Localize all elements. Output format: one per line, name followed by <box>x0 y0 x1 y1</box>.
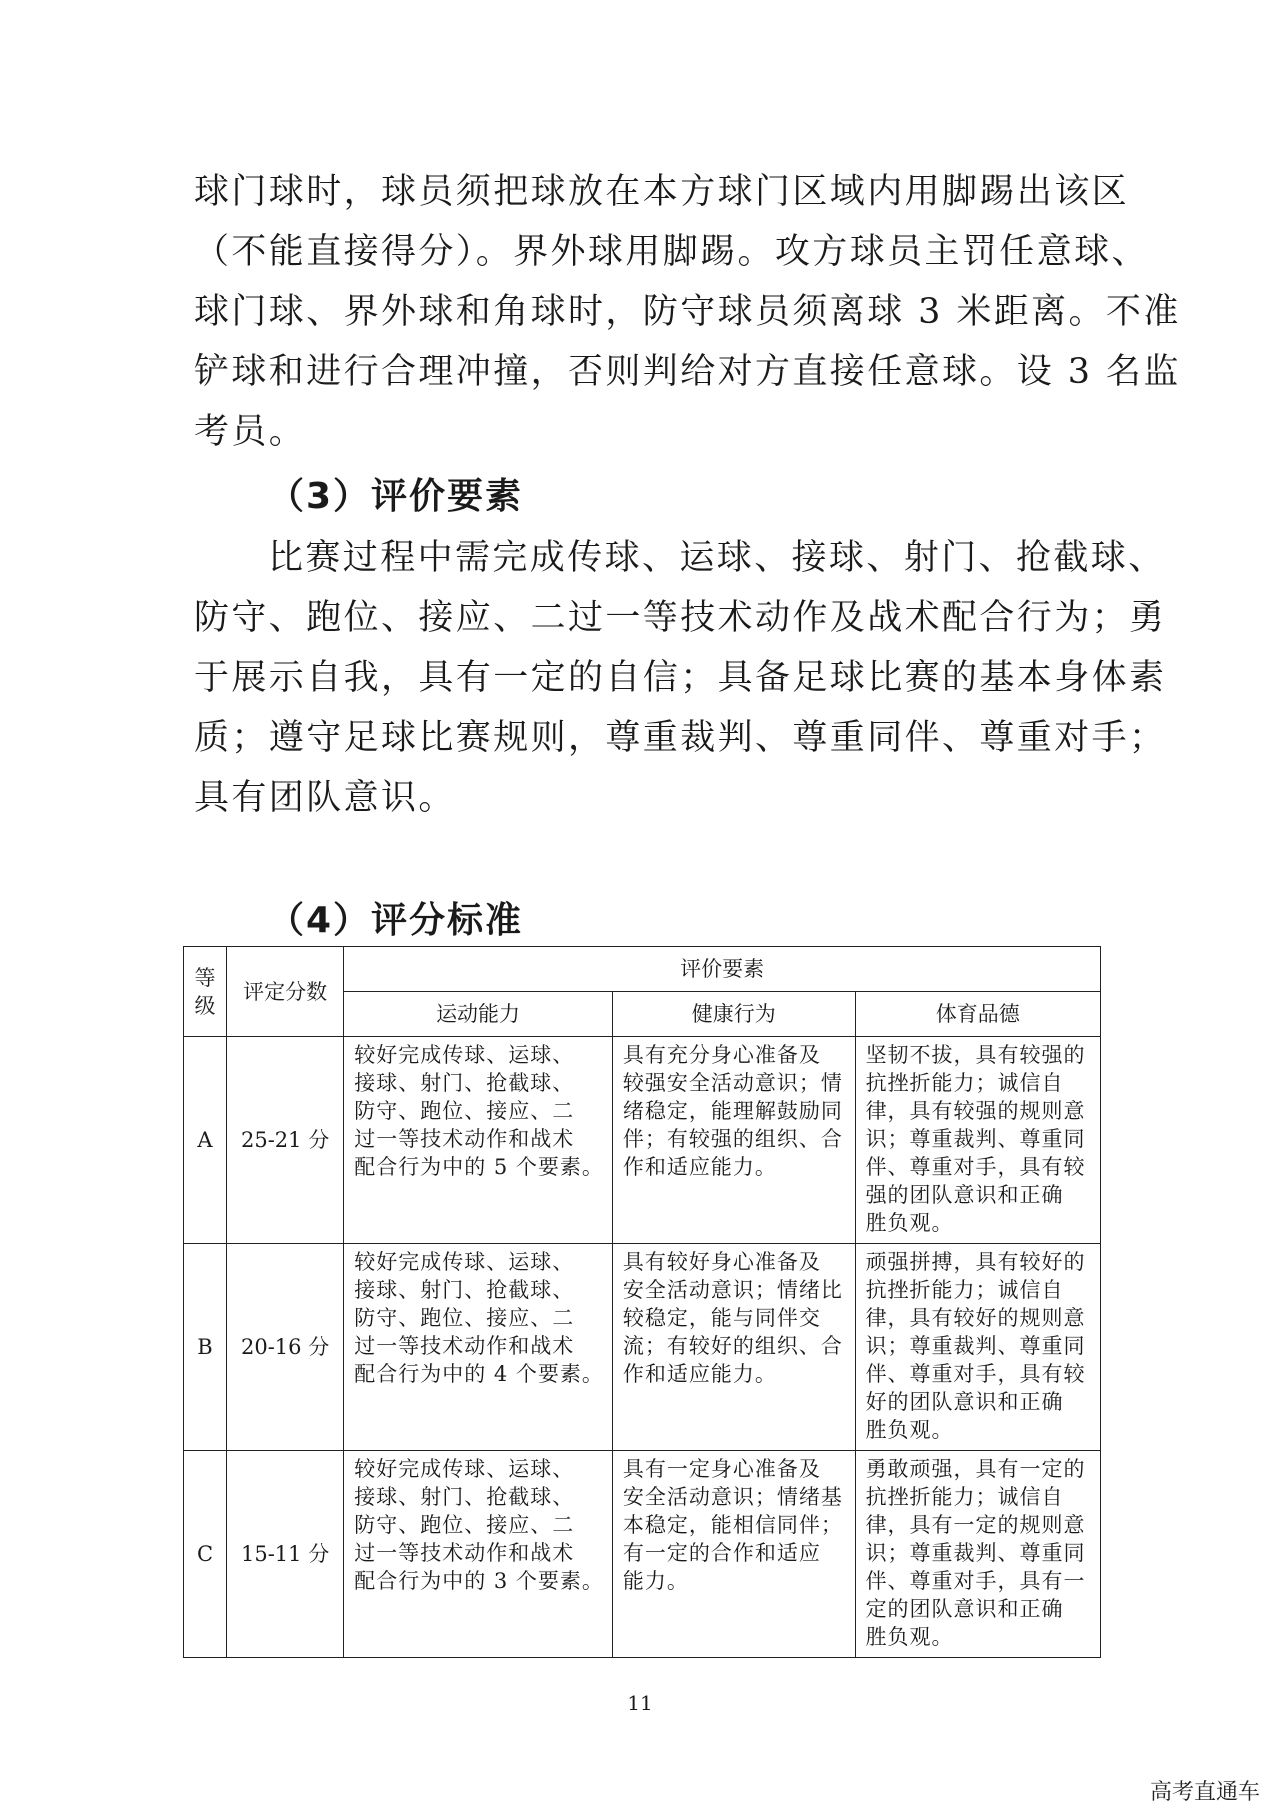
cell-line: 绪稳定，能理解鼓励同 <box>622 1099 843 1123</box>
text-line: 防守、跑位、接应、二过一等技术动作及战术配合行为；勇 <box>194 598 1167 638</box>
cell-line: 防守、跑位、接应、二 <box>354 1099 575 1123</box>
cell-line: 伴、尊重对手，具有一 <box>865 1569 1086 1593</box>
cell-line: 配合行为中的 4 个要素。 <box>354 1362 604 1386</box>
cell-line: 具有较好身心准备及 <box>622 1250 821 1274</box>
header-elements: 评价要素 <box>344 947 1101 992</box>
header-sport: 体育品德 <box>855 992 1100 1037</box>
header-health: 健康行为 <box>612 992 855 1037</box>
section-heading-evaluation: （3）评价要素 <box>268 476 524 517</box>
cell-line: 防守、跑位、接应、二 <box>354 1513 575 1537</box>
cell-line: 抗挫折能力；诚信自 <box>865 1278 1064 1302</box>
sport-cell <box>855 1244 1100 1451</box>
text-line: 质；遵守足球比赛规则，尊重裁判、尊重同伴、尊重对手； <box>194 718 1167 758</box>
cell-line: 过一等技术动作和战术 <box>354 1127 575 1151</box>
cell-line: 律，具有较强的规则意 <box>865 1099 1086 1123</box>
cell-line: 识；尊重裁判、尊重同 <box>865 1127 1086 1151</box>
page-number: 11 <box>627 1691 653 1715</box>
text-line: 球门球时，球员须把球放在本方球门区域内用脚踢出该区 <box>194 172 1130 212</box>
cell-line: 抗挫折能力；诚信自 <box>865 1071 1064 1095</box>
text-line: 具有团队意识。 <box>194 778 456 818</box>
cell-line: 本稳定，能相信同伴； <box>622 1513 843 1537</box>
cell-line: 伴、尊重对手，具有较 <box>865 1362 1086 1386</box>
cell-line: 接球、射门、抢截球、 <box>354 1071 575 1095</box>
text-line: （不能直接得分）。界外球用脚踢。攻方球员主罚任意球、 <box>194 232 1149 272</box>
rules-paragraph <box>194 162 1181 462</box>
cell-line: 较好完成传球、运球、 <box>354 1250 575 1274</box>
cell-line: 胜负观。 <box>865 1211 954 1235</box>
cell-line: 防守、跑位、接应、二 <box>354 1306 575 1330</box>
cell-line: 过一等技术动作和战术 <box>354 1334 575 1358</box>
header-motor: 运动能力 <box>344 992 613 1037</box>
cell-line: 顽强拼搏，具有较好的 <box>865 1250 1086 1274</box>
table-row <box>184 1451 1101 1658</box>
cell-line: 抗挫折能力；诚信自 <box>865 1485 1064 1509</box>
cell-line: 具有充分身心准备及 <box>622 1043 821 1067</box>
cell-line: 具有一定身心准备及 <box>622 1457 821 1481</box>
grade-cell: B <box>184 1244 227 1451</box>
cell-line: 接球、射门、抢截球、 <box>354 1278 575 1302</box>
motor-cell <box>344 1451 613 1658</box>
cell-line: 坚韧不拔，具有较强的 <box>865 1043 1086 1067</box>
grade-cell: C <box>184 1451 227 1658</box>
text-line: 于展示自我，具有一定的自信；具备足球比赛的基本身体素 <box>194 658 1167 698</box>
text-line: 铲球和进行合理冲撞，否则判给对方直接任意球。设 3 名监 <box>194 352 1181 392</box>
grade-cell: A <box>184 1037 227 1244</box>
cell-line: 较好完成传球、运球、 <box>354 1457 575 1481</box>
cell-line: 安全活动意识；情绪比 <box>622 1278 843 1302</box>
cell-line: 较好完成传球、运球、 <box>354 1043 575 1067</box>
cell-line: 律，具有较好的规则意 <box>865 1306 1086 1330</box>
table-row <box>184 1244 1101 1451</box>
motor-cell <box>344 1037 613 1244</box>
motor-cell <box>344 1244 613 1451</box>
text-line: 考员。 <box>194 412 307 452</box>
cell-line: 勇敢顽强，具有一定的 <box>865 1457 1086 1481</box>
cell-line: 定的团队意识和正确 <box>865 1597 1064 1621</box>
header-grade-char: 级 <box>194 993 216 1018</box>
cell-line: 好的团队意识和正确 <box>865 1390 1064 1414</box>
cell-line: 流；有较好的组织、合 <box>622 1334 843 1358</box>
cell-line: 胜负观。 <box>865 1625 954 1649</box>
section-heading-scoring: （4）评分标准 <box>268 900 524 941</box>
health-cell <box>612 1451 855 1658</box>
cell-line: 接球、射门、抢截球、 <box>354 1485 575 1509</box>
cell-line: 过一等技术动作和战术 <box>354 1541 575 1565</box>
cell-line: 作和适应能力。 <box>622 1155 777 1179</box>
scoring-table <box>183 946 1101 1658</box>
health-cell <box>612 1037 855 1244</box>
cell-line: 能力。 <box>622 1569 689 1593</box>
watermark: 高考直通车 <box>1149 1780 1260 1805</box>
header-grade <box>184 947 227 1037</box>
text-line: 球门球、界外球和角球时，防守球员须离球 3 米距离。不准 <box>194 292 1181 332</box>
cell-line: 较稳定，能与同伴交 <box>622 1306 821 1330</box>
header-score: 评定分数 <box>227 947 344 1037</box>
table-row <box>184 1037 1101 1244</box>
cell-line: 配合行为中的 3 个要素。 <box>354 1569 604 1593</box>
cell-line: 伴、尊重对手，具有较 <box>865 1155 1086 1179</box>
cell-line: 识；尊重裁判、尊重同 <box>865 1334 1086 1358</box>
cell-line: 强的团队意识和正确 <box>865 1183 1064 1207</box>
cell-line: 胜负观。 <box>865 1418 954 1442</box>
evaluation-paragraph <box>194 528 1167 828</box>
sport-cell <box>855 1451 1100 1658</box>
score-cell: 25-21 分 <box>227 1037 344 1244</box>
cell-line: 伴；有较强的组织、合 <box>622 1127 843 1151</box>
text-line: 比赛过程中需完成传球、运球、接球、射门、抢截球、 <box>268 538 1166 578</box>
cell-line: 安全活动意识；情绪基 <box>622 1485 843 1509</box>
cell-line: 配合行为中的 5 个要素。 <box>354 1155 604 1179</box>
cell-line: 有一定的合作和适应 <box>622 1541 821 1565</box>
health-cell <box>612 1244 855 1451</box>
score-cell: 15-11 分 <box>227 1451 344 1658</box>
sport-cell <box>855 1037 1100 1244</box>
cell-line: 作和适应能力。 <box>622 1362 777 1386</box>
header-grade-char: 等 <box>194 965 216 990</box>
cell-line: 律，具有一定的规则意 <box>865 1513 1086 1537</box>
cell-line: 识；尊重裁判、尊重同 <box>865 1541 1086 1565</box>
cell-line: 较强安全活动意识；情 <box>622 1071 843 1095</box>
score-cell: 20-16 分 <box>227 1244 344 1451</box>
